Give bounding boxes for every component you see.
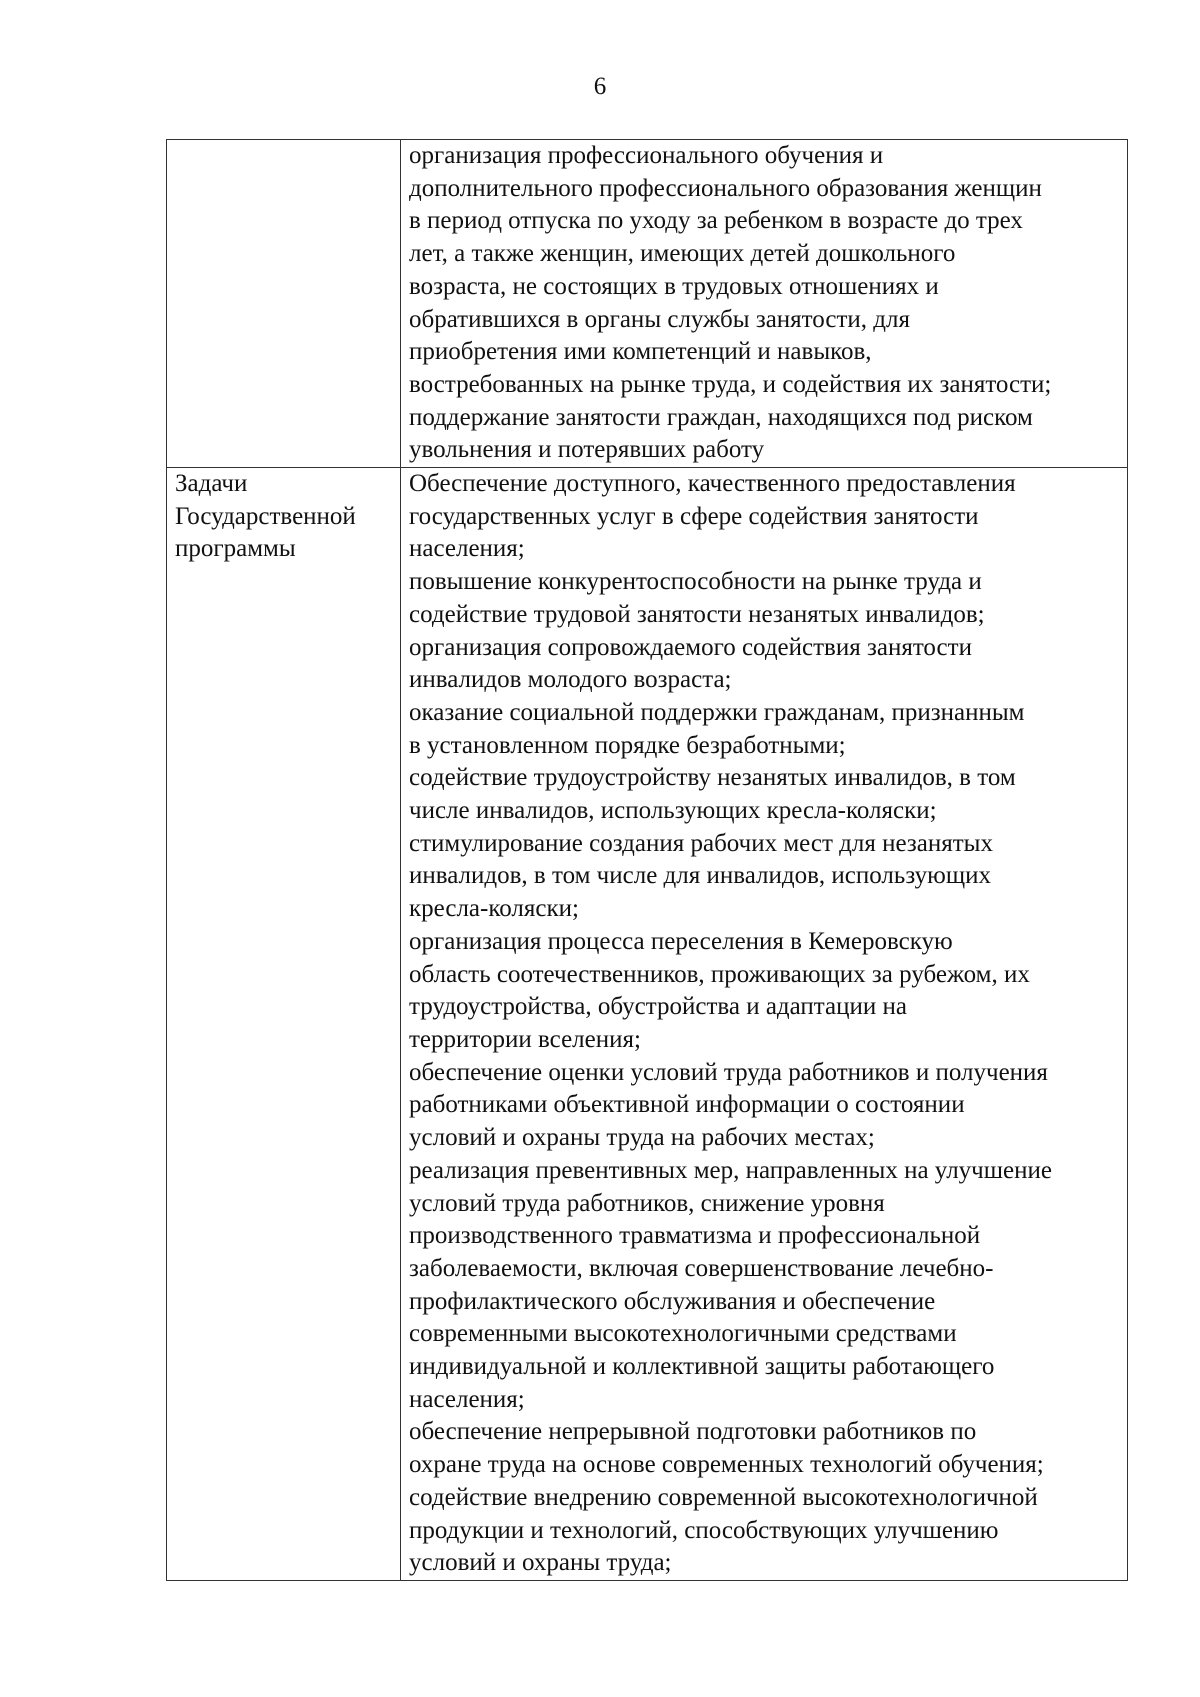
content-line: организация профессионального обучения и xyxy=(409,142,884,169)
content-line: организация сопровождаемого содействия занятости xyxy=(409,633,972,661)
content-line: населения; xyxy=(409,535,525,563)
content-line: обеспечение оценки условий труда работников и получения xyxy=(409,1058,1048,1086)
content-line: содействие трудоустройству незанятых инвалидов, в том xyxy=(409,764,1016,792)
content-line: заболеваемости, включая совершенствование лечебно- xyxy=(409,1254,994,1282)
row-label-cell xyxy=(167,468,401,1581)
content-line: стимулирование создания рабочих мест для незанятых xyxy=(409,829,993,857)
content-line: государственных услуг в сфере содействия занятости xyxy=(409,502,979,530)
content-line: повышение конкурентоспособности на рынке труда и xyxy=(409,568,982,596)
content-line: поддержание занятости граждан, находящихся под риском xyxy=(409,403,1033,431)
content-line: оказание социальной поддержки гражданам, признанным xyxy=(409,698,1025,726)
program-passport-table xyxy=(166,139,1128,1581)
content-line: содействие внедрению современной высокотехнологичной xyxy=(409,1483,1038,1511)
content-line: в установленном порядке безработными; xyxy=(409,731,846,759)
content-line: приобретения ими компетенций и навыков, xyxy=(409,338,872,366)
content-line: условий и охраны труда на рабочих местах; xyxy=(409,1124,875,1152)
content-line: возраста, не состоящих в трудовых отношениях и xyxy=(409,272,939,300)
content-line: условий труда работников, снижение уровня xyxy=(409,1189,885,1217)
content-line: числе инвалидов, использующих кресла-коляски; xyxy=(409,797,937,825)
content-line: лет, а также женщин, имеющих детей дошкольного xyxy=(409,240,956,268)
row-content-cell xyxy=(401,140,1128,468)
content-line: охране труда на основе современных технологий обучения; xyxy=(409,1451,1044,1479)
content-line: инвалидов, в том числе для инвалидов, использующих xyxy=(409,862,991,890)
content-line: индивидуальной и коллективной защиты работающего xyxy=(409,1353,995,1381)
content-line: Обеспечение доступного, качественного предоставления xyxy=(409,470,1016,498)
content-line: содействие трудовой занятости незанятых инвалидов; xyxy=(409,600,985,628)
label-line: Задачи xyxy=(175,470,248,498)
row-content-cell xyxy=(401,468,1128,1581)
content-line: современными высокотехнологичными средствами xyxy=(409,1320,957,1348)
table-row xyxy=(167,140,1128,468)
content-line: производственного травматизма и профессиональной xyxy=(409,1222,981,1250)
content-line: работниками объективной информации о состоянии xyxy=(409,1091,965,1119)
content-line: в период отпуска по уходу за ребенком в возрасте до трех xyxy=(409,207,1023,235)
content-line: обеспечение непрерывной подготовки работников по xyxy=(409,1418,977,1446)
content-line: дополнительного профессионального образования женщин xyxy=(409,174,1042,202)
content-line: увольнения и потерявших работу xyxy=(409,436,765,464)
content-line: востребованных на рынке труда, и содействия их занятости; xyxy=(409,370,1052,398)
content-line: трудоустройства, обустройства и адаптации на xyxy=(409,993,907,1021)
content-line: инвалидов молодого возраста; xyxy=(409,666,732,694)
content-line: организация процесса переселения в Кемеровскую xyxy=(409,927,953,955)
label-line: программы xyxy=(175,535,296,563)
page-number: 6 xyxy=(593,73,607,100)
content-line: обратившихся в органы службы занятости, для xyxy=(409,305,910,333)
content-line: территории вселения; xyxy=(409,1025,641,1053)
table-row xyxy=(167,468,1128,1581)
content-line: условий и охраны труда; xyxy=(409,1549,672,1577)
row-label-cell xyxy=(167,140,401,468)
label-line: Государственной xyxy=(175,502,356,530)
content-line: профилактического обслуживания и обеспечение xyxy=(409,1287,936,1315)
content-line: кресла-коляски; xyxy=(409,895,579,923)
content-line: область соотечественников, проживающих за рубежом, их xyxy=(409,960,1030,988)
content-line: реализация превентивных мер, направленных на улучшение xyxy=(409,1156,1052,1184)
content-line: населения; xyxy=(409,1385,525,1413)
content-line: продукции и технологий, способствующих улучшению xyxy=(409,1516,999,1544)
